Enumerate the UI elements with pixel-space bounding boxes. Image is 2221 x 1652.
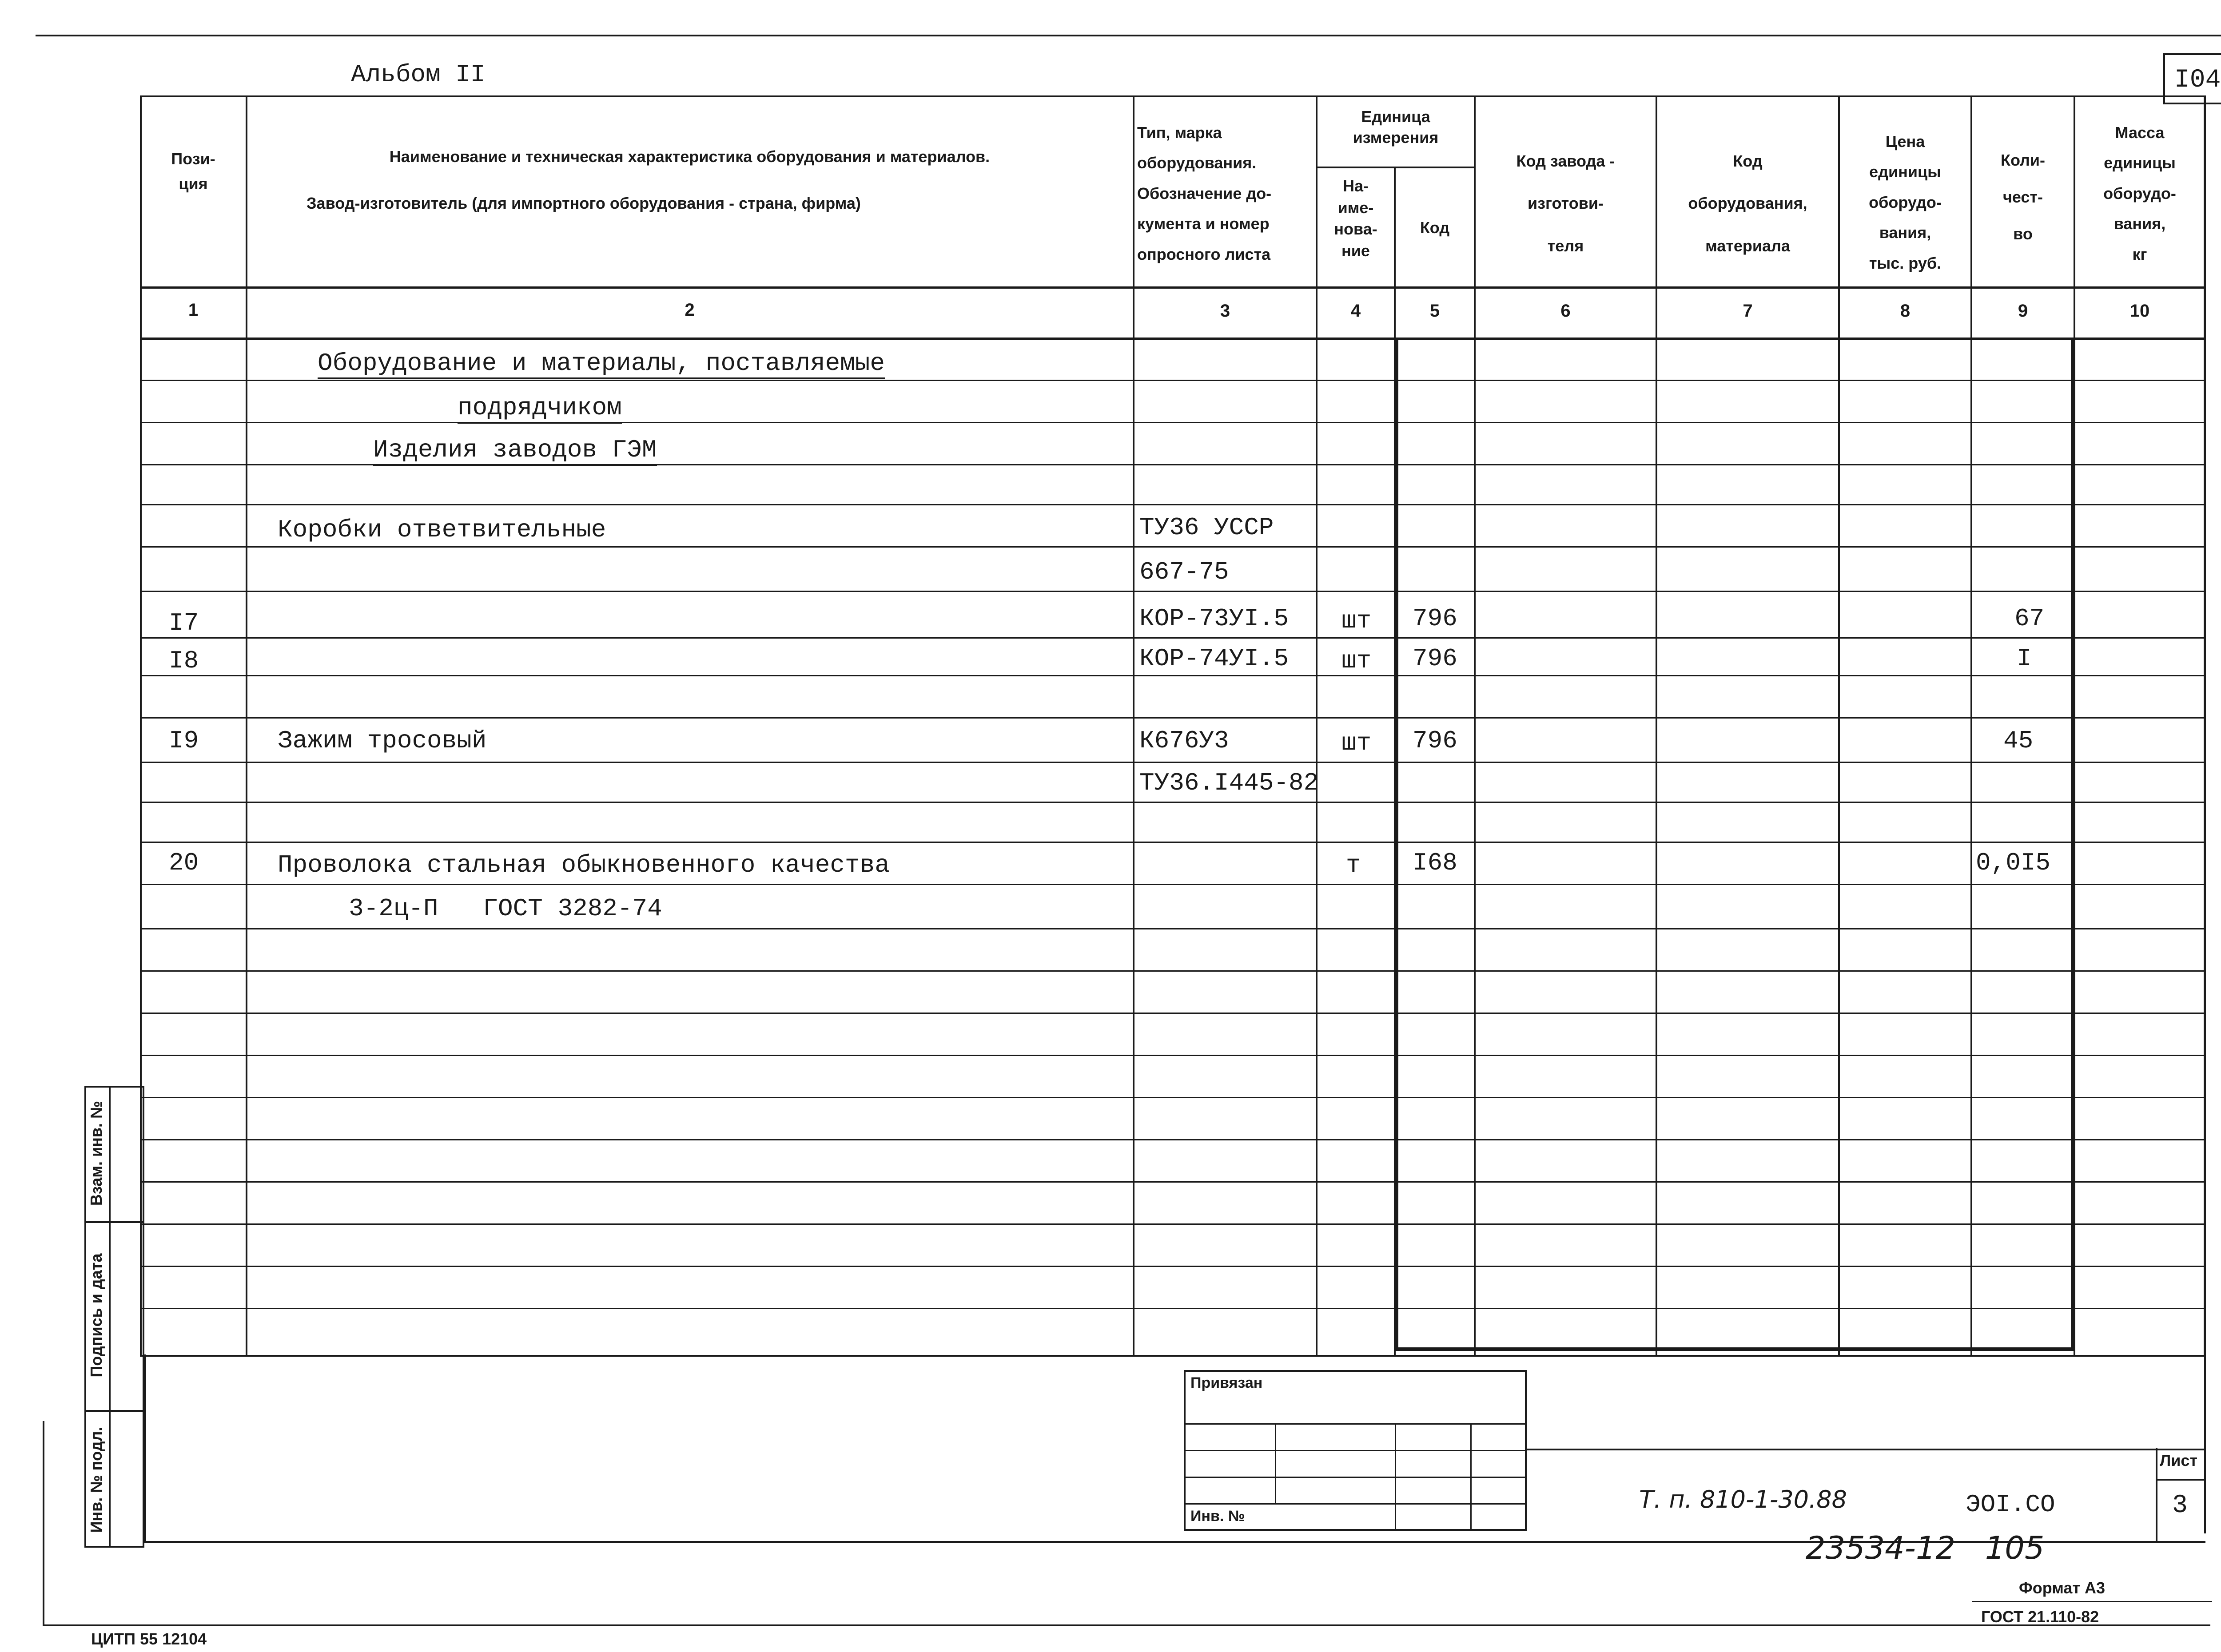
list-number: 3: [2172, 1491, 2188, 1520]
col-number: 8: [1900, 301, 1911, 321]
row-line: [140, 842, 2205, 843]
row-line: [140, 1097, 2205, 1098]
page-number: I04: [2174, 66, 2221, 95]
header-unit-code: Код: [1420, 218, 1450, 237]
row-code: 796: [1413, 644, 1457, 673]
row-line: [140, 380, 2205, 381]
gost-label: ГОСТ 21.110-82: [1981, 1608, 2099, 1626]
row-line: [140, 884, 2205, 885]
sheet-frame-left: [144, 1354, 146, 1543]
bold-body-frame: [1395, 338, 2074, 1351]
format-underline: [1972, 1601, 2212, 1602]
privyazan-label: Привязан: [1190, 1374, 1263, 1391]
format-label: Формат А3: [2019, 1579, 2106, 1597]
col-number: 6: [1560, 301, 1571, 321]
row-position: I7: [169, 609, 199, 637]
header-type: Тип, марка оборудования. Обозначение до- кумента и номер опросного листа: [1137, 123, 1272, 263]
privyazan-row: [1184, 1450, 1527, 1451]
row-line: [140, 1055, 2205, 1056]
row-line: [140, 546, 2205, 548]
privyazan-row: [1184, 1477, 1527, 1478]
header-factory-code: Код завода - изготови- теля: [1516, 152, 1615, 255]
row-unit: т: [1346, 851, 1361, 879]
row-unit: шт: [1341, 729, 1372, 757]
col-number: 10: [2129, 301, 2150, 321]
sheet-code: ЭОI.СО: [1966, 1490, 2055, 1519]
col-number: 3: [1220, 301, 1230, 321]
row-line: [140, 591, 2205, 592]
row-unit: шт: [1341, 647, 1372, 675]
row-type: КОР-73УI.5: [1139, 604, 1289, 633]
row-line: [140, 1223, 2205, 1225]
privyazan-col: [1470, 1423, 1472, 1531]
row-line: [140, 928, 2205, 929]
inv-no-label: Инв. №: [1190, 1508, 1245, 1525]
row-code: I68: [1413, 849, 1457, 877]
row-line: [140, 504, 2205, 505]
header-quantity: Коли- чест- во: [2000, 151, 2046, 243]
col-number: 5: [1429, 301, 1440, 321]
row-position: 20: [169, 849, 199, 877]
row-quantity: 0,0I5: [1976, 849, 2051, 877]
row-line: [140, 717, 2205, 719]
privyazan-row: [1184, 1503, 1527, 1505]
section-title-line1: Оборудование и материалы, поставляемые: [318, 351, 885, 379]
row-type: К676У3: [1139, 727, 1229, 755]
row-unit: шт: [1341, 607, 1372, 635]
col-number: 9: [2018, 301, 2028, 321]
col-number: 7: [1743, 301, 1753, 321]
header-position: Пози- ция: [171, 150, 215, 193]
header-equipment-code: Код оборудования, материала: [1688, 152, 1807, 255]
header-price: Цена единицы оборудо- вания, тыс. руб.: [1869, 132, 1942, 272]
col-line-1: [246, 95, 247, 1357]
left-margin-line: [43, 1421, 44, 1625]
side-vzam: Взам. инв. №: [87, 1100, 105, 1206]
col-line-3: [1316, 95, 1317, 1357]
row-line: [140, 1013, 2205, 1014]
row-line: [140, 422, 2205, 423]
item-doc: ТУ36 УССР: [1139, 513, 1274, 542]
header-divider: [140, 286, 2205, 289]
citp-label: ЦИТП 55 12104: [91, 1630, 207, 1648]
privyazan-col: [1395, 1423, 1396, 1531]
title-block-top: [1527, 1449, 2205, 1450]
row-line: [140, 762, 2205, 763]
bottom-rule: [43, 1624, 2210, 1626]
row-name: Зажим тросовый: [278, 727, 487, 755]
row-quantity: 67: [2014, 604, 2045, 633]
section-title-line3: Изделия заводов ГЭМ: [373, 437, 657, 466]
privyazan-col: [1275, 1423, 1276, 1503]
header-unit-name: На- име- нова- ние: [1334, 177, 1377, 260]
header-unit-group: Единица измерения: [1353, 107, 1439, 147]
row-line: [140, 1308, 2205, 1309]
row-code: 796: [1413, 604, 1457, 633]
row-doc: ТУ36.I445-82: [1139, 769, 1319, 797]
row-type: КОР-74УI.5: [1139, 644, 1289, 673]
privyazan-row: [1184, 1423, 1527, 1425]
list-box-divider: [2156, 1479, 2205, 1481]
header-name-line1: Наименование и техническая характеристика оборудования и материалов.: [389, 147, 990, 166]
top-rule: [36, 35, 2221, 36]
row-line: [140, 637, 2205, 639]
header-name-line2: Завод-изготовитель (для импортного оборудования - страна, фирма): [306, 194, 861, 212]
row-name: Проволока стальная обыкновенного качества: [278, 851, 890, 879]
archive-number: 23534-12 105: [1806, 1530, 2045, 1566]
row-line: [140, 1139, 2205, 1140]
row-code: 796: [1413, 727, 1457, 755]
row-quantity: I: [2017, 644, 2032, 673]
side-stamp-divider: [84, 1221, 144, 1223]
row-spec: 3-2ц-П ГОСТ 3282-74: [349, 894, 662, 923]
row-line: [140, 802, 2205, 803]
side-inv: Инв. № подл.: [87, 1426, 105, 1533]
row-line: [140, 970, 2205, 972]
row-position: I9: [169, 727, 199, 755]
header-mass: Масса единицы оборудо- вания, кг: [2103, 123, 2176, 263]
row-position: I8: [169, 647, 199, 675]
section-title-line2: подрядчиком: [458, 395, 622, 424]
list-label: Лист: [2160, 1451, 2198, 1469]
row-line: [140, 1181, 2205, 1183]
row-quantity: 45: [2003, 727, 2034, 755]
item-doc: 667-75: [1139, 558, 1229, 586]
row-line: [140, 1266, 2205, 1267]
album-label: Альбом II: [351, 60, 486, 89]
col-number: 2: [685, 300, 695, 320]
col-number: 1: [188, 300, 199, 320]
col-number: 4: [1350, 301, 1361, 321]
col-line-2: [1133, 95, 1134, 1357]
item-name: Коробки ответвительные: [278, 516, 606, 544]
document-code: Т. п. 810-1-30.88: [1639, 1485, 1847, 1513]
side-stamp-divider: [109, 1086, 111, 1548]
side-podpis: Подпись и дата: [87, 1253, 105, 1378]
row-line: [140, 675, 2205, 676]
